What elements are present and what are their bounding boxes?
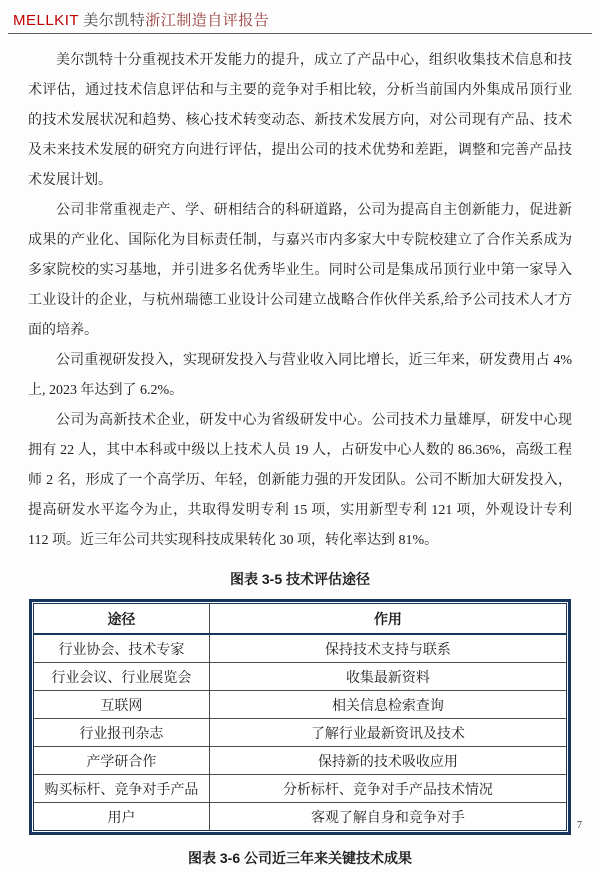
table-row: [34, 691, 567, 719]
page-number: 7: [577, 820, 582, 831]
table-row: [34, 775, 567, 803]
tech-evaluation-table-border: [29, 599, 571, 835]
table-cell-function: 了解行业最新资讯及技术: [209, 719, 566, 747]
report-title: 浙江制造自评报告: [145, 13, 270, 29]
table-cell-function: 分析标杆、竞争对手产品技术情况: [209, 775, 566, 803]
table-header-row: [34, 604, 567, 635]
document-body: [28, 34, 572, 593]
column-header-function: 作用: [209, 604, 566, 635]
page-header: [8, 0, 592, 34]
table-row: [34, 803, 567, 831]
table-cell-way: 互联网: [34, 691, 210, 719]
table-cell-way: 行业会议、行业展览会: [34, 663, 210, 691]
table-row: [34, 663, 567, 691]
table-cell-function: 相关信息检索查询: [209, 691, 566, 719]
paragraph-rd-investment: 公司重视研发投入，实现研发投入与营业收入同比增长，近三年来，研发费用占 4%上, 2023 年达到了 6.2%。: [28, 353, 572, 398]
table-cell-function: 保持技术支持与联系: [209, 634, 566, 663]
table-cell-function: 收集最新资料: [209, 663, 566, 691]
table-row: [34, 747, 567, 775]
table-cell-way: 行业协会、技术专家: [34, 634, 210, 663]
table-cell-way: 用户: [34, 803, 210, 831]
table-row: [34, 719, 567, 747]
table-cell-function: 保持新的技术吸收应用: [209, 747, 566, 775]
tech-evaluation-table: [33, 603, 567, 831]
paragraph-research-cooperation: 公司非常重视走产、学、研相结合的科研道路，公司为提高自主创新能力，促进新成果的产业化、国际化为目标责任制，与嘉兴市内多家大中专院校建立了合作关系成为多家院校的实习基地，并引进多名优秀毕业生。同时公司是集成吊顶行业中第一家导入工业设计的企业，与杭州瑞德工业设计公司建立战略合作伙伴关系,给予公司技术人才方面的培养。: [28, 203, 572, 338]
next-figure-caption: 图表 3-6 公司近三年来关键技术成果: [187, 850, 412, 866]
table-cell-way: 购买标杆、竞争对手产品: [34, 775, 210, 803]
table-cell-function: 客观了解自身和竞争对手: [209, 803, 566, 831]
brand-logo-text: MELLKIT: [13, 12, 80, 29]
table-row: [34, 634, 567, 663]
paragraph-hightech-enterprise: 公司为高新技术企业，研发中心为省级研发中心。公司技术力量雄厚，研发中心现拥有 22 人，其中本科或中级以上技术人员 19 人，占研发中心人数的 86.36%，高级工程师 2 名，形成了一个高学历、年轻，创新能力强的开发团队。公司不断加大研发投入，提高研发水平迄今为止，共取得发明专利 15 项，实用新型专利 121 项，外观设计专利 112 项。近三年公司共实现科技成果转化 30 项，转化率达到 81%。: [28, 413, 572, 548]
table-cell-way: 行业报刊杂志: [34, 719, 210, 747]
paragraph-tech-development: 美尔凯特十分重视技术开发能力的提升，成立了产品中心，组织收集技术信息和技术评估，通过技术信息评估和与主要的竞争对手相比较，分析当前国内外集成吊顶行业的技术发展状况和趋势、核心技术转变动态、新技术发展方向，对公司现有产品、技术及未来技术发展的研究方向进行评估，提出公司的技术优势和差距，调整和完善产品技术发展计划。: [28, 53, 572, 188]
table-caption: 图表 3-5 技术评估途径: [229, 571, 370, 587]
company-name: 美尔凯特: [83, 13, 146, 29]
table-cell-way: 产学研合作: [34, 747, 210, 775]
column-header-way: 途径: [34, 604, 210, 635]
